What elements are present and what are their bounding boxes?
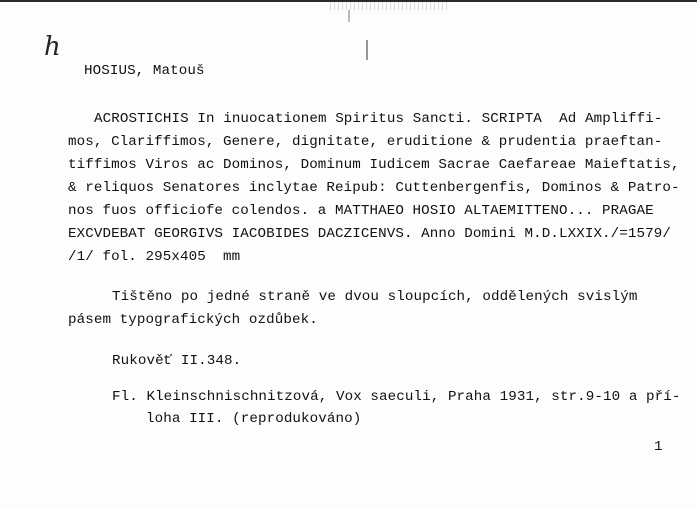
reference-line: Rukověť II.348.	[112, 353, 242, 369]
handwritten-mark: h	[44, 32, 61, 62]
page-number: 1	[654, 439, 663, 455]
note-line: pásem typografických ozdůbek.	[68, 312, 318, 328]
author-heading: HOSIUS, Matouš	[84, 63, 205, 79]
note-line: Tištěno po jedné straně ve dvou sloupcích, oddělených svislým	[112, 289, 638, 305]
scan-mark	[348, 10, 350, 22]
scan-mark	[366, 40, 368, 60]
description-line: mos, Clariffimos, Genere, dignitate, eruditione & prudentia praeftan-	[68, 134, 663, 150]
description-line: /1/ fol. 295x405 mm	[68, 249, 241, 265]
literature-line: Fl. Kleinschnischnitzová, Vox saeculi, Praha 1931, str.9-10 a pří-	[112, 389, 681, 405]
description-line: & reliquos Senatores inclytae Reipub: Cuttenbergenfis, Dominos & Patro-	[68, 180, 680, 196]
description-line: nos fuos officiofe colendos. a MATTHAEO HOSIO ALTAEMITTENO... PRAGAE	[68, 203, 654, 219]
description-line: tiffimos Viros ac Dominos, Dominum Iudicem Sacrae Caefareae Maieftatis,	[68, 157, 680, 173]
scan-artifact	[330, 2, 450, 10]
literature-line: loha III. (reprodukováno)	[146, 411, 362, 427]
description-line: ACROSTICHIS In inuocationem Spiritus Sancti. SCRIPTA Ad Ampliffi-	[94, 111, 663, 127]
description-line: EXCVDEBAT GEORGIVS IACOBIDES DACZICENVS. Anno Domini M.D.LXXIX./=1579/	[68, 226, 671, 242]
